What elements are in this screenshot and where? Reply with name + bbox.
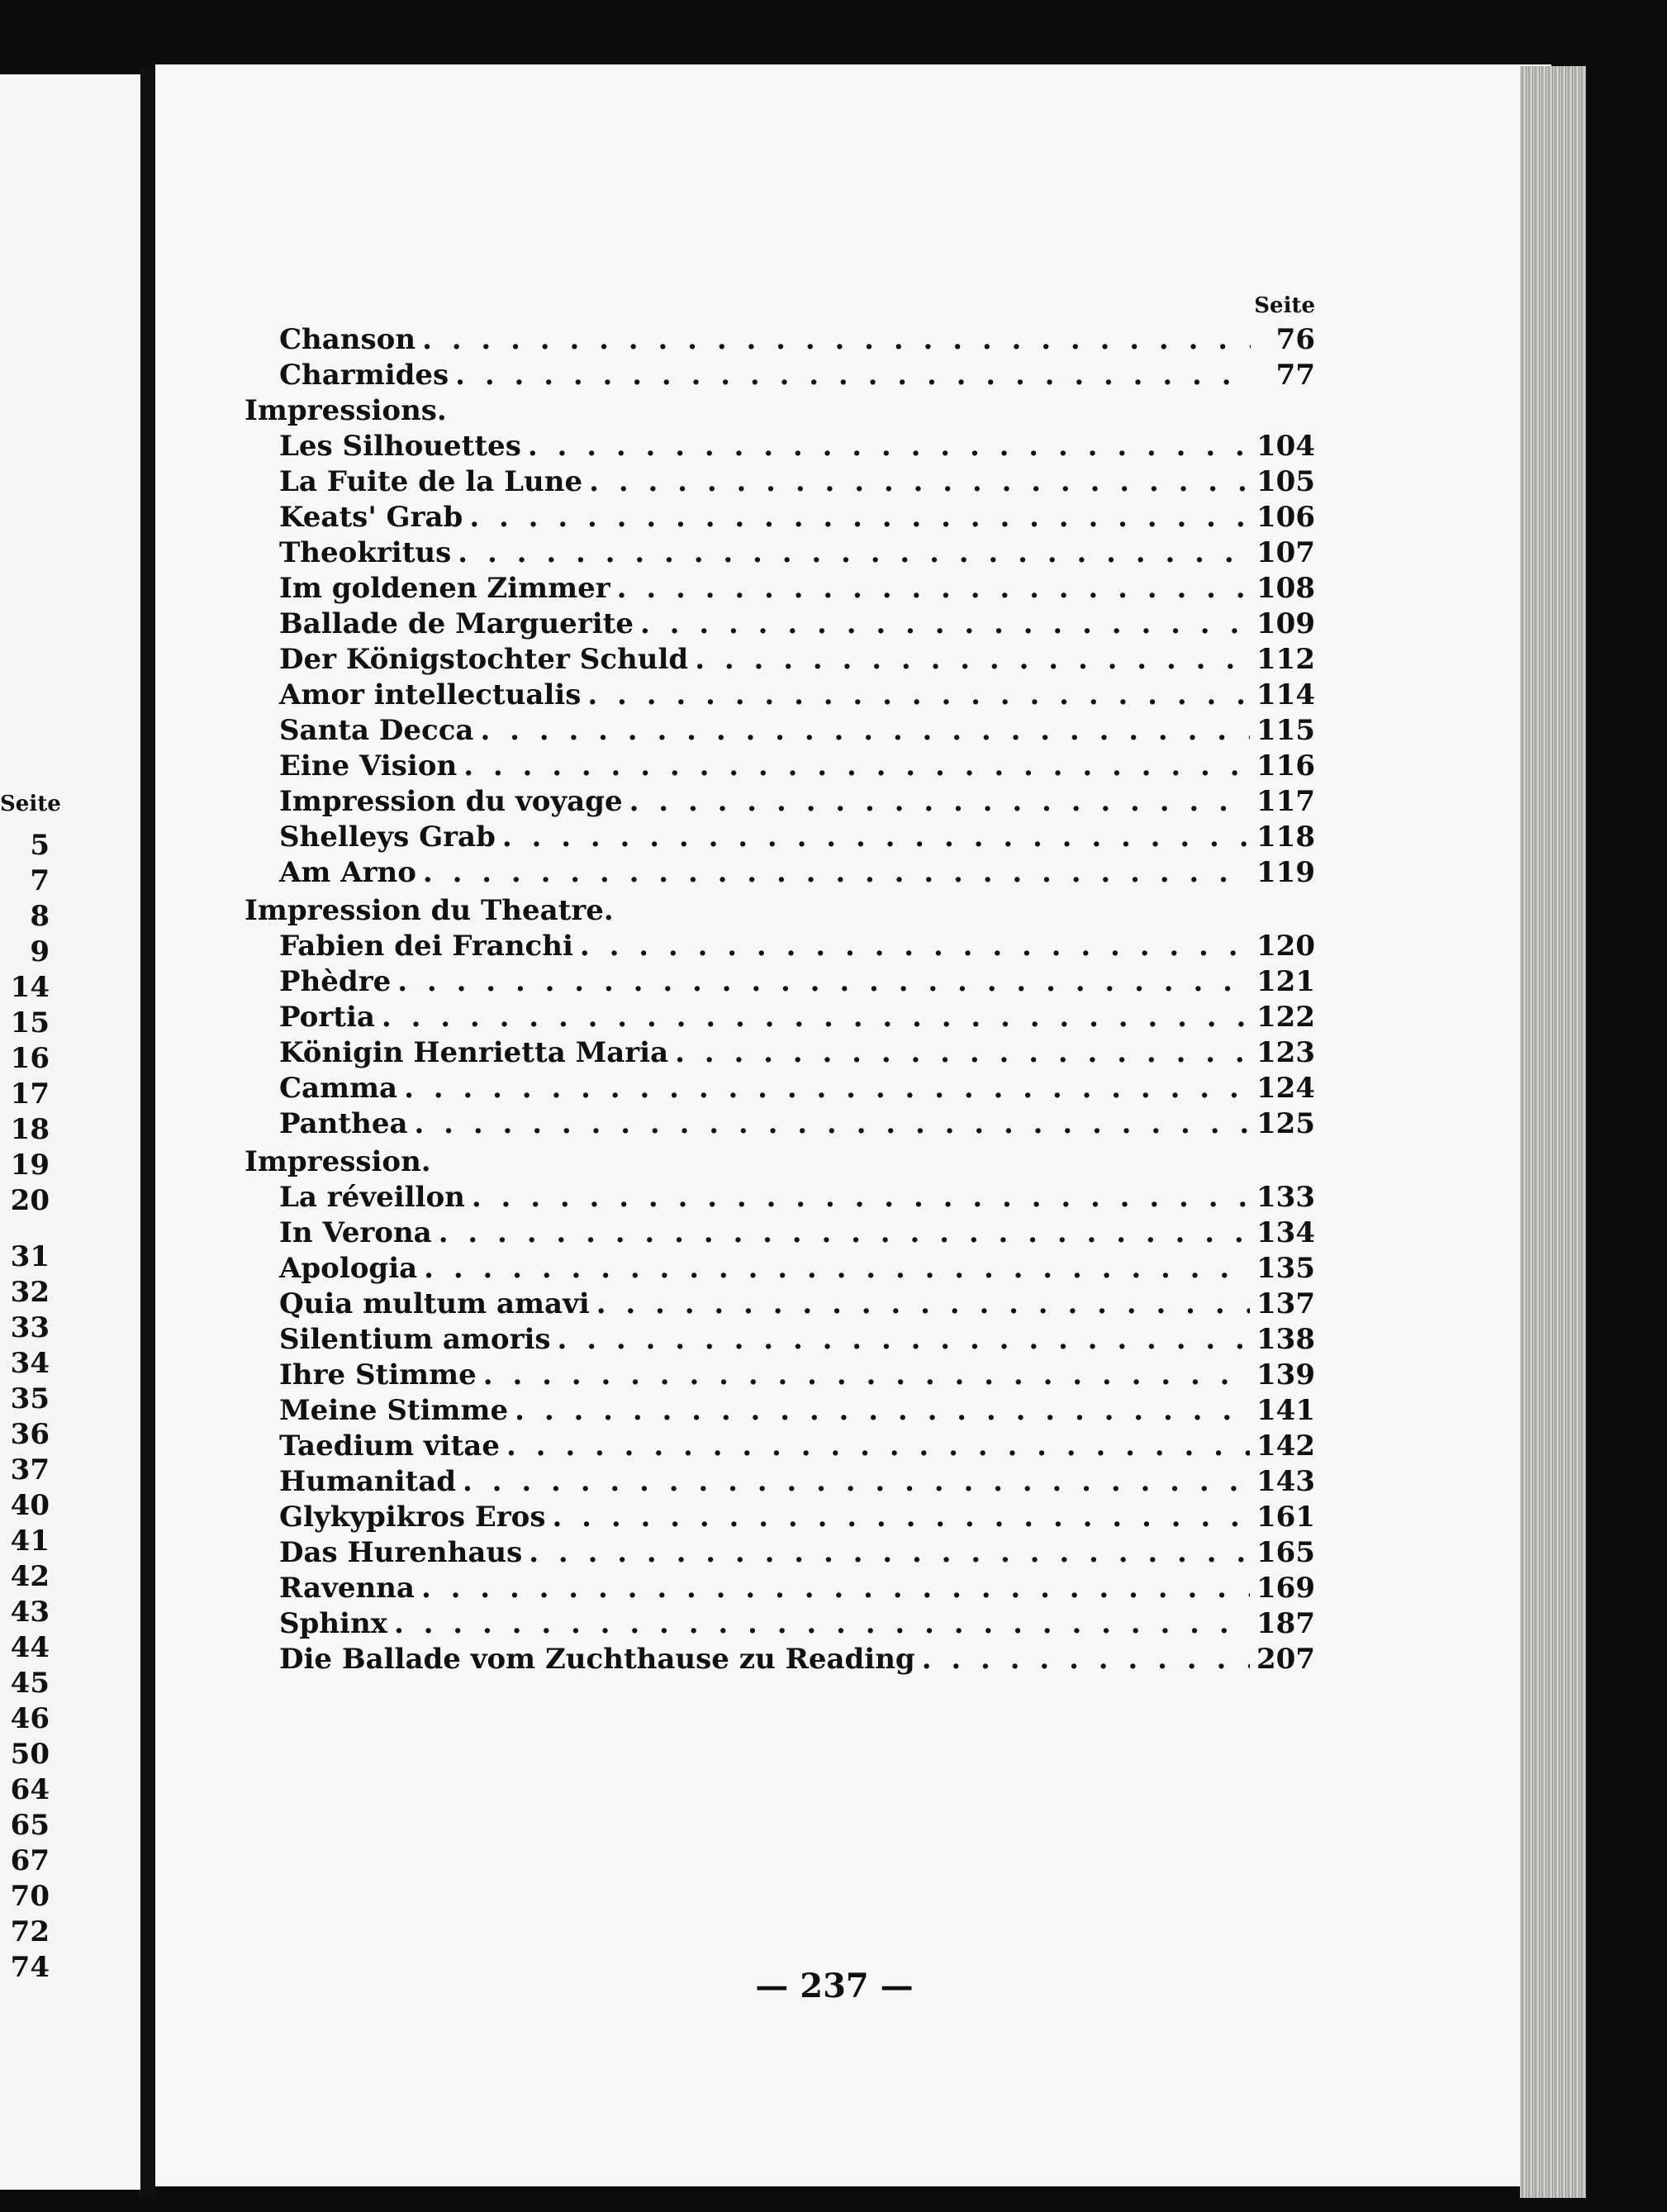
toc-section-heading xyxy=(245,893,1315,929)
toc-entry-title: La Fuite de la Lune xyxy=(279,465,583,498)
left-page-number: 17 xyxy=(10,1077,50,1111)
toc-column-header: Seite xyxy=(1254,293,1315,318)
left-page-number: 36 xyxy=(10,1418,50,1451)
dot-leader xyxy=(596,1287,1250,1322)
dot-leader xyxy=(394,1606,1250,1642)
toc-entry-page-number: 109 xyxy=(1256,607,1315,640)
page-folio: — 237 — xyxy=(755,1967,914,2005)
toc-entry xyxy=(245,964,1315,1000)
toc-entry-page-number: 120 xyxy=(1256,930,1315,963)
toc-entry-title: Impression du Theatre. xyxy=(245,894,614,927)
toc-entry-page-number: 104 xyxy=(1256,430,1315,463)
toc-entry-title: Impression du voyage xyxy=(279,785,623,818)
toc-entry xyxy=(245,1429,1315,1464)
toc-entry-page-number: 142 xyxy=(1256,1429,1315,1463)
left-page-number: 34 xyxy=(10,1347,50,1380)
dot-leader xyxy=(472,1180,1250,1215)
dot-leader xyxy=(382,1000,1250,1035)
dot-leader xyxy=(629,784,1250,820)
dot-leader xyxy=(404,1071,1250,1106)
toc-entry-title: Die Ballade vom Zuchthause zu Reading xyxy=(279,1643,915,1676)
toc-entry-title: Theokritus xyxy=(279,536,452,569)
left-page-number: 43 xyxy=(10,1596,50,1629)
toc-entry-page-number: 207 xyxy=(1256,1643,1315,1676)
toc-entry xyxy=(245,571,1315,607)
toc-entry-title: Santa Decca xyxy=(279,714,474,747)
toc-entry xyxy=(245,1606,1315,1642)
toc-entry-page-number: 135 xyxy=(1256,1252,1315,1285)
left-page-number: 46 xyxy=(10,1702,50,1735)
toc-entry-title: Impressions. xyxy=(245,394,447,427)
left-page-number: 50 xyxy=(10,1738,50,1771)
toc-entry-title: Königin Henrietta Maria xyxy=(279,1036,669,1069)
left-page-number: 14 xyxy=(10,971,50,1004)
dot-leader xyxy=(439,1215,1250,1251)
left-page-number: 37 xyxy=(10,1453,50,1487)
dot-leader xyxy=(455,358,1251,393)
toc-entry-title: Keats' Grab xyxy=(279,501,463,534)
toc-entry-page-number: 114 xyxy=(1256,678,1315,711)
toc-entry xyxy=(245,607,1315,642)
toc-entry xyxy=(245,820,1315,855)
toc-entry xyxy=(245,784,1315,820)
dot-leader xyxy=(397,964,1250,1000)
left-page-number: 31 xyxy=(10,1240,50,1273)
table-of-contents xyxy=(245,289,1315,1677)
toc-entry-page-number: 76 xyxy=(1275,323,1315,356)
dot-leader xyxy=(502,820,1250,855)
dot-leader xyxy=(458,535,1250,571)
dot-leader xyxy=(421,1571,1250,1606)
toc-entry-title: Fabien dei Franchi xyxy=(279,930,573,963)
toc-entry xyxy=(245,1322,1315,1358)
left-page-number: 15 xyxy=(10,1006,50,1039)
toc-entry-title: La réveillon xyxy=(279,1181,465,1214)
toc-entry xyxy=(245,1500,1315,1535)
dot-leader xyxy=(553,1500,1251,1535)
dot-leader xyxy=(617,571,1250,607)
left-page-number: 32 xyxy=(10,1276,50,1309)
dot-leader xyxy=(922,1642,1250,1677)
dot-leader xyxy=(423,855,1250,891)
toc-entry xyxy=(245,1251,1315,1287)
toc-entry-page-number: 137 xyxy=(1256,1287,1315,1320)
toc-entry-page-number: 141 xyxy=(1256,1394,1315,1427)
toc-entry-title: Shelleys Grab xyxy=(279,821,496,854)
toc-entry xyxy=(245,1000,1315,1035)
dot-leader xyxy=(558,1322,1250,1358)
toc-entry-page-number: 117 xyxy=(1256,785,1315,818)
toc-entry-title: Glykypikros Eros xyxy=(279,1501,546,1534)
toc-entry xyxy=(245,642,1315,678)
toc-entry xyxy=(245,535,1315,571)
toc-entry-page-number: 138 xyxy=(1256,1323,1315,1356)
left-page-number: 33 xyxy=(10,1311,50,1344)
toc-entry-title: Amor intellectualis xyxy=(279,678,582,711)
toc-entry xyxy=(245,713,1315,749)
toc-entry xyxy=(245,929,1315,964)
toc-entry-title: Der Königstochter Schuld xyxy=(279,643,689,676)
toc-entry-title: Les Silhouettes xyxy=(279,430,521,463)
toc-entry-title: Eine Vision xyxy=(279,749,458,783)
toc-entry-title: Ravenna xyxy=(279,1572,415,1605)
toc-entry-title: Am Arno xyxy=(279,856,416,889)
toc-entry-title: Im goldenen Zimmer xyxy=(279,572,610,605)
dot-leader xyxy=(695,642,1250,678)
dot-leader xyxy=(675,1035,1250,1071)
toc-entry-title: Camma xyxy=(279,1072,398,1105)
dot-leader xyxy=(480,713,1250,749)
toc-entry-page-number: 187 xyxy=(1256,1607,1315,1640)
toc-entry-page-number: 165 xyxy=(1256,1536,1315,1569)
left-page-number: 65 xyxy=(10,1809,50,1842)
book-gutter xyxy=(140,66,155,2198)
toc-entry xyxy=(245,678,1315,713)
dot-leader xyxy=(483,1358,1250,1393)
toc-entry-page-number: 116 xyxy=(1256,749,1315,783)
left-page-number: 7 xyxy=(30,864,50,897)
toc-entry-page-number: 121 xyxy=(1256,965,1315,998)
toc-entry-title: Chanson xyxy=(279,323,416,356)
toc-entry-page-number: 124 xyxy=(1256,1072,1315,1105)
toc-entry-page-number: 115 xyxy=(1256,714,1315,747)
toc-entry xyxy=(245,358,1315,393)
left-page-number: 64 xyxy=(10,1773,50,1806)
left-page-number: 35 xyxy=(10,1382,50,1415)
toc-entry-title: Ihre Stimme xyxy=(279,1358,477,1391)
toc-entry-title: Apologia xyxy=(279,1252,418,1285)
left-page-number: 74 xyxy=(10,1951,50,1984)
dot-leader xyxy=(463,749,1250,784)
toc-entry-page-number: 118 xyxy=(1256,821,1315,854)
toc-entry-page-number: 108 xyxy=(1256,572,1315,605)
toc-entry-page-number: 119 xyxy=(1256,856,1315,889)
left-page-number: 20 xyxy=(10,1184,50,1217)
left-page-number: 41 xyxy=(10,1525,50,1558)
left-page-number: 19 xyxy=(10,1149,50,1182)
left-page-number: 8 xyxy=(30,900,50,933)
toc-entry-title: Sphinx xyxy=(279,1607,387,1640)
toc-entry xyxy=(245,1464,1315,1500)
toc-entry xyxy=(245,1358,1315,1393)
toc-entry-page-number: 143 xyxy=(1256,1465,1315,1498)
dot-leader xyxy=(415,1106,1251,1142)
dot-leader xyxy=(422,322,1251,358)
toc-entry-page-number: 77 xyxy=(1275,359,1315,392)
toc-entry xyxy=(245,1535,1315,1571)
toc-entry xyxy=(245,464,1315,500)
dot-leader xyxy=(515,1393,1250,1429)
toc-entry xyxy=(245,1035,1315,1071)
toc-entry-title: Charmides xyxy=(279,359,449,392)
toc-entry-title: Phèdre xyxy=(279,965,392,998)
left-page-number: 44 xyxy=(10,1631,50,1664)
toc-entry-page-number: 106 xyxy=(1256,501,1315,534)
dot-leader xyxy=(640,607,1250,642)
toc-entry xyxy=(245,500,1315,535)
toc-entry-page-number: 107 xyxy=(1256,536,1315,569)
dot-leader xyxy=(506,1429,1250,1464)
toc-entry-page-number: 161 xyxy=(1256,1501,1315,1534)
left-page-number: 5 xyxy=(30,829,50,862)
toc-entry-title: Impression. xyxy=(245,1145,431,1178)
left-page-column-header: Seite xyxy=(0,792,61,816)
toc-entry xyxy=(245,1180,1315,1215)
toc-entry-title: Quia multum amavi xyxy=(279,1287,590,1320)
left-page-number: 42 xyxy=(10,1560,50,1593)
toc-entries xyxy=(245,322,1315,1677)
toc-entry-title: In Verona xyxy=(279,1216,432,1249)
toc-section-heading xyxy=(245,393,1315,429)
left-page-number: 45 xyxy=(10,1667,50,1700)
left-page-number: 9 xyxy=(30,935,50,968)
left-page-number: 40 xyxy=(10,1489,50,1522)
toc-entry xyxy=(245,1571,1315,1606)
toc-entry xyxy=(245,429,1315,464)
left-page-number: 67 xyxy=(10,1844,50,1877)
toc-entry-page-number: 122 xyxy=(1256,1001,1315,1034)
left-page-number: 18 xyxy=(10,1113,50,1146)
toc-entry-page-number: 169 xyxy=(1256,1572,1315,1605)
toc-entry-page-number: 134 xyxy=(1256,1216,1315,1249)
toc-entry xyxy=(245,1106,1315,1142)
dot-leader xyxy=(529,1535,1250,1571)
toc-entry xyxy=(245,1393,1315,1429)
toc-entry xyxy=(245,749,1315,784)
toc-entry-page-number: 125 xyxy=(1256,1107,1315,1140)
toc-entry xyxy=(245,1287,1315,1322)
toc-entry xyxy=(245,1215,1315,1251)
toc-entry-page-number: 105 xyxy=(1256,465,1315,498)
dot-leader xyxy=(587,678,1250,713)
page-edges xyxy=(1520,66,1586,2198)
toc-entry xyxy=(245,322,1315,358)
toc-entry-title: Humanitad xyxy=(279,1465,456,1498)
left-page-number: 70 xyxy=(10,1880,50,1913)
dot-leader xyxy=(589,464,1250,500)
left-page-number: 16 xyxy=(10,1042,50,1075)
toc-entry-page-number: 112 xyxy=(1256,643,1315,676)
toc-entry xyxy=(245,1071,1315,1106)
dot-leader xyxy=(463,1464,1250,1500)
toc-entry-title: Das Hurenhaus xyxy=(279,1536,523,1569)
left-page xyxy=(0,74,140,2190)
toc-entry-title: Panthea xyxy=(279,1107,408,1140)
toc-entry-page-number: 123 xyxy=(1256,1036,1315,1069)
toc-entry-title: Silentium amoris xyxy=(279,1323,551,1356)
toc-entry-title: Ballade de Marguerite xyxy=(279,607,634,640)
toc-entry-page-number: 139 xyxy=(1256,1358,1315,1391)
toc-entry-title: Meine Stimme xyxy=(279,1394,509,1427)
left-page-number: 72 xyxy=(10,1915,50,1948)
toc-section-heading xyxy=(245,1144,1315,1180)
dot-leader xyxy=(528,429,1250,464)
toc-entry xyxy=(245,855,1315,891)
toc-entry-title: Taedium vitae xyxy=(279,1429,500,1463)
toc-entry xyxy=(245,1642,1315,1677)
toc-entry-page-number: 133 xyxy=(1256,1181,1315,1214)
left-page-number-column xyxy=(0,828,50,1986)
dot-leader xyxy=(580,929,1250,964)
toc-entry-title: Portia xyxy=(279,1001,375,1034)
dot-leader xyxy=(424,1251,1250,1287)
dot-leader xyxy=(469,500,1250,535)
